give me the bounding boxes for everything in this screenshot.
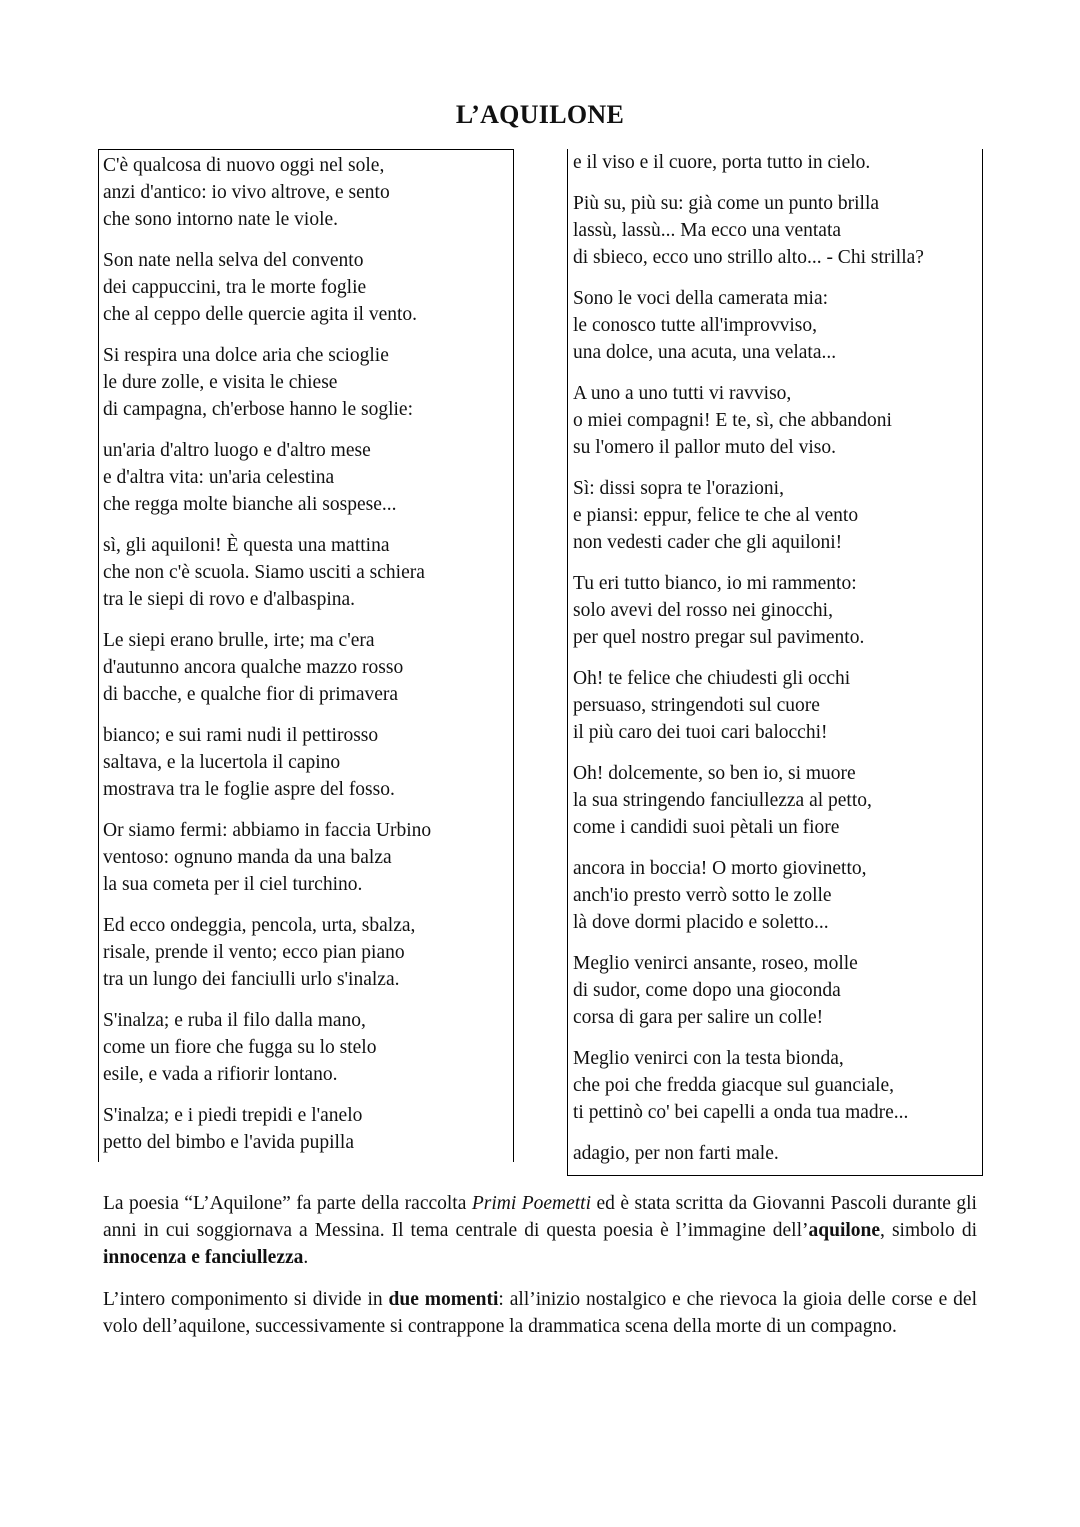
poem-line: risale, prende il vento; ecco pian piano (103, 942, 405, 963)
poem-line: le conosco tutte all'improvviso, (573, 315, 817, 336)
poem-line: Ed ecco ondeggia, pencola, urta, sbalza, (103, 915, 416, 936)
p1-bold-theme: innocenza e fanciullezza (103, 1247, 304, 1268)
stanza (103, 152, 513, 233)
poem-line: come i candidi suoi pètali un fiore (573, 817, 840, 838)
stanza (573, 1140, 982, 1167)
commentary-paragraph-1 (103, 1190, 977, 1271)
poem-line: Sono le voci della camerata mia: (573, 288, 829, 309)
p1-text-1: La poesia “L’Aquilone” fa parte della raccolta (103, 1193, 472, 1214)
poem-line: adagio, per non farti male. (573, 1143, 779, 1164)
poem-line: Oh! te felice che chiudesti gli occhi (573, 668, 851, 689)
poem-line: Meglio venirci con la testa bionda, (573, 1048, 844, 1069)
poem-line: che poi che fredda giacque sul guanciale, (573, 1075, 895, 1096)
stanza (573, 1045, 982, 1126)
p1-collection-title: Primi Poemetti (471, 1193, 592, 1214)
poem-line: su l'omero il pallor muto del viso. (573, 437, 836, 458)
poem-line: C'è qualcosa di nuovo oggi nel sole, (103, 155, 385, 176)
poem-line: e piansi: eppur, felice te che al vento (573, 505, 859, 526)
stanza (573, 149, 982, 176)
p2-text-1: L’intero componimento si divide in (103, 1289, 389, 1310)
poem-line: che al ceppo delle quercie agita il vento. (103, 304, 418, 325)
poem-title: L’AQUILONE (455, 100, 625, 129)
poem-line: saltava, e la lucertola il capino (103, 752, 341, 773)
p1-text-2: ed è stata scritta da Giovanni Pascoli durante gli anni in cui soggiornava a Messina. Il tema centrale di questa poesia è l’immagine dell’ (103, 1193, 977, 1241)
poem-line: ti pettinò co' bei capelli a onda tua madre... (573, 1102, 909, 1123)
poem-line: d'autunno ancora qualche mazzo rosso (103, 657, 404, 678)
stanza (573, 570, 982, 651)
poem-line: persuaso, stringendoti sul cuore (573, 695, 820, 716)
stanza (103, 722, 513, 803)
poem-line: che regga molte bianche ali sospese... (103, 494, 397, 515)
poem-line: Sì: dissi sopra te l'orazioni, (573, 478, 784, 499)
poem-line: Si respira una dolce aria che scioglie (103, 345, 389, 366)
p2-bold-due-momenti: due momenti (388, 1289, 499, 1310)
poem-line: bianco; e sui rami nudi il pettirosso (103, 725, 379, 746)
poem-line: anch'io presto verrò sotto le zolle (573, 885, 832, 906)
poem-line: o miei compagni! E te, sì, che abbandoni (573, 410, 892, 431)
poem-line: anzi d'antico: io vivo altrove, e sento (103, 182, 390, 203)
poem-line: A uno a uno tutti vi ravviso, (573, 383, 792, 404)
poem-column-right (567, 149, 983, 1176)
stanza (573, 285, 982, 366)
p1-text-4: . (303, 1247, 309, 1268)
poem-line: Or siamo fermi: abbiamo in faccia Urbino (103, 820, 432, 841)
stanza (103, 1007, 513, 1088)
poem-line: sì, gli aquiloni! È questa una mattina (103, 535, 390, 556)
commentary-paragraph-2 (103, 1286, 977, 1340)
poem-line: Son nate nella selva del convento (103, 250, 364, 271)
poem-column-left (98, 149, 514, 1162)
poem-line: di sudor, come dopo una gioconda (573, 980, 841, 1001)
poem-line: di bacche, e qualche fior di primavera (103, 684, 399, 705)
p1-bold-aquilone: aquilone (808, 1220, 881, 1241)
poem-line: di sbieco, ecco uno strillo alto... - Chi strilla? (573, 247, 924, 268)
stanza (573, 475, 982, 556)
stanza (103, 627, 513, 708)
stanza (103, 437, 513, 518)
poem-line: esile, e vada a rifiorir lontano. (103, 1064, 338, 1085)
poem-line: dei cappuccini, tra le morte foglie (103, 277, 367, 298)
poem-line: Le siepi erano brulle, irte; ma c'era (103, 630, 375, 651)
p2-text-2: : all’inizio nostalgico e che rievoca la gioia delle corse e del volo dell’aquilone, successivamente si contrappone la drammatica scena della morte di un compagno. (103, 1289, 977, 1337)
stanza (573, 665, 982, 746)
poem-line: la sua cometa per il ciel turchino. (103, 874, 363, 895)
stanza (103, 912, 513, 993)
poem-line: un'aria d'altro luogo e d'altro mese (103, 440, 371, 461)
poem-line: come un fiore che fugga su lo stelo (103, 1037, 377, 1058)
stanza (573, 855, 982, 936)
poem-line: mostrava tra le foglie aspre del fosso. (103, 779, 395, 800)
poem-line: corsa di gara per salire un colle! (573, 1007, 824, 1028)
stanza (573, 380, 982, 461)
poem-line: che sono intorno nate le viole. (103, 209, 339, 230)
poem-line: non vedesti cader che gli aquiloni! (573, 532, 843, 553)
stanza (103, 342, 513, 423)
poem-line: là dove dormi placido e soletto... (573, 912, 829, 933)
poem-line: che non c'è scuola. Siamo usciti a schiera (103, 562, 425, 583)
stanza (573, 190, 982, 271)
poem-line: ventoso: ognuno manda da una balza (103, 847, 392, 868)
poem-line: tra le siepi di rovo e d'albaspina. (103, 589, 356, 610)
stanza (103, 247, 513, 328)
poem-line: lassù, lassù... Ma ecco una ventata (573, 220, 842, 241)
poem-line: Tu eri tutto bianco, io mi rammento: (573, 573, 857, 594)
poem-line: ancora in boccia! O morto giovinetto, (573, 858, 867, 879)
poem-line: le dure zolle, e visita le chiese (103, 372, 338, 393)
stanza (573, 950, 982, 1031)
stanza (573, 760, 982, 841)
poem-line: e d'altra vita: un'aria celestina (103, 467, 335, 488)
poem-line: Oh! dolcemente, so ben io, si muore (573, 763, 856, 784)
poem-line: una dolce, una acuta, una velata... (573, 342, 837, 363)
stanza (103, 532, 513, 613)
poem-line: Più su, più su: già come un punto brilla (573, 193, 880, 214)
poem-line: la sua stringendo fanciullezza al petto, (573, 790, 872, 811)
poem-line: petto del bimbo e l'avida pupilla (103, 1132, 354, 1153)
p1-text-3: , simbolo di (880, 1220, 977, 1241)
poem-line: per quel nostro pregar sul pavimento. (573, 627, 865, 648)
poem-line: di campagna, ch'erbose hanno le soglie: (103, 399, 413, 420)
poem-line: il più caro dei tuoi cari balocchi! (573, 722, 828, 743)
poem-line: tra un lungo dei fanciulli urlo s'inalza. (103, 969, 400, 990)
poem-line: S'inalza; e ruba il filo dalla mano, (103, 1010, 366, 1031)
poem-line: S'inalza; e i piedi trepidi e l'anelo (103, 1105, 363, 1126)
stanza (103, 817, 513, 898)
poem-line: e il viso e il cuore, porta tutto in cielo. (573, 152, 871, 173)
stanza (103, 1102, 513, 1156)
poem-line: solo avevi del rosso nei ginocchi, (573, 600, 833, 621)
poem-line: Meglio venirci ansante, roseo, molle (573, 953, 858, 974)
